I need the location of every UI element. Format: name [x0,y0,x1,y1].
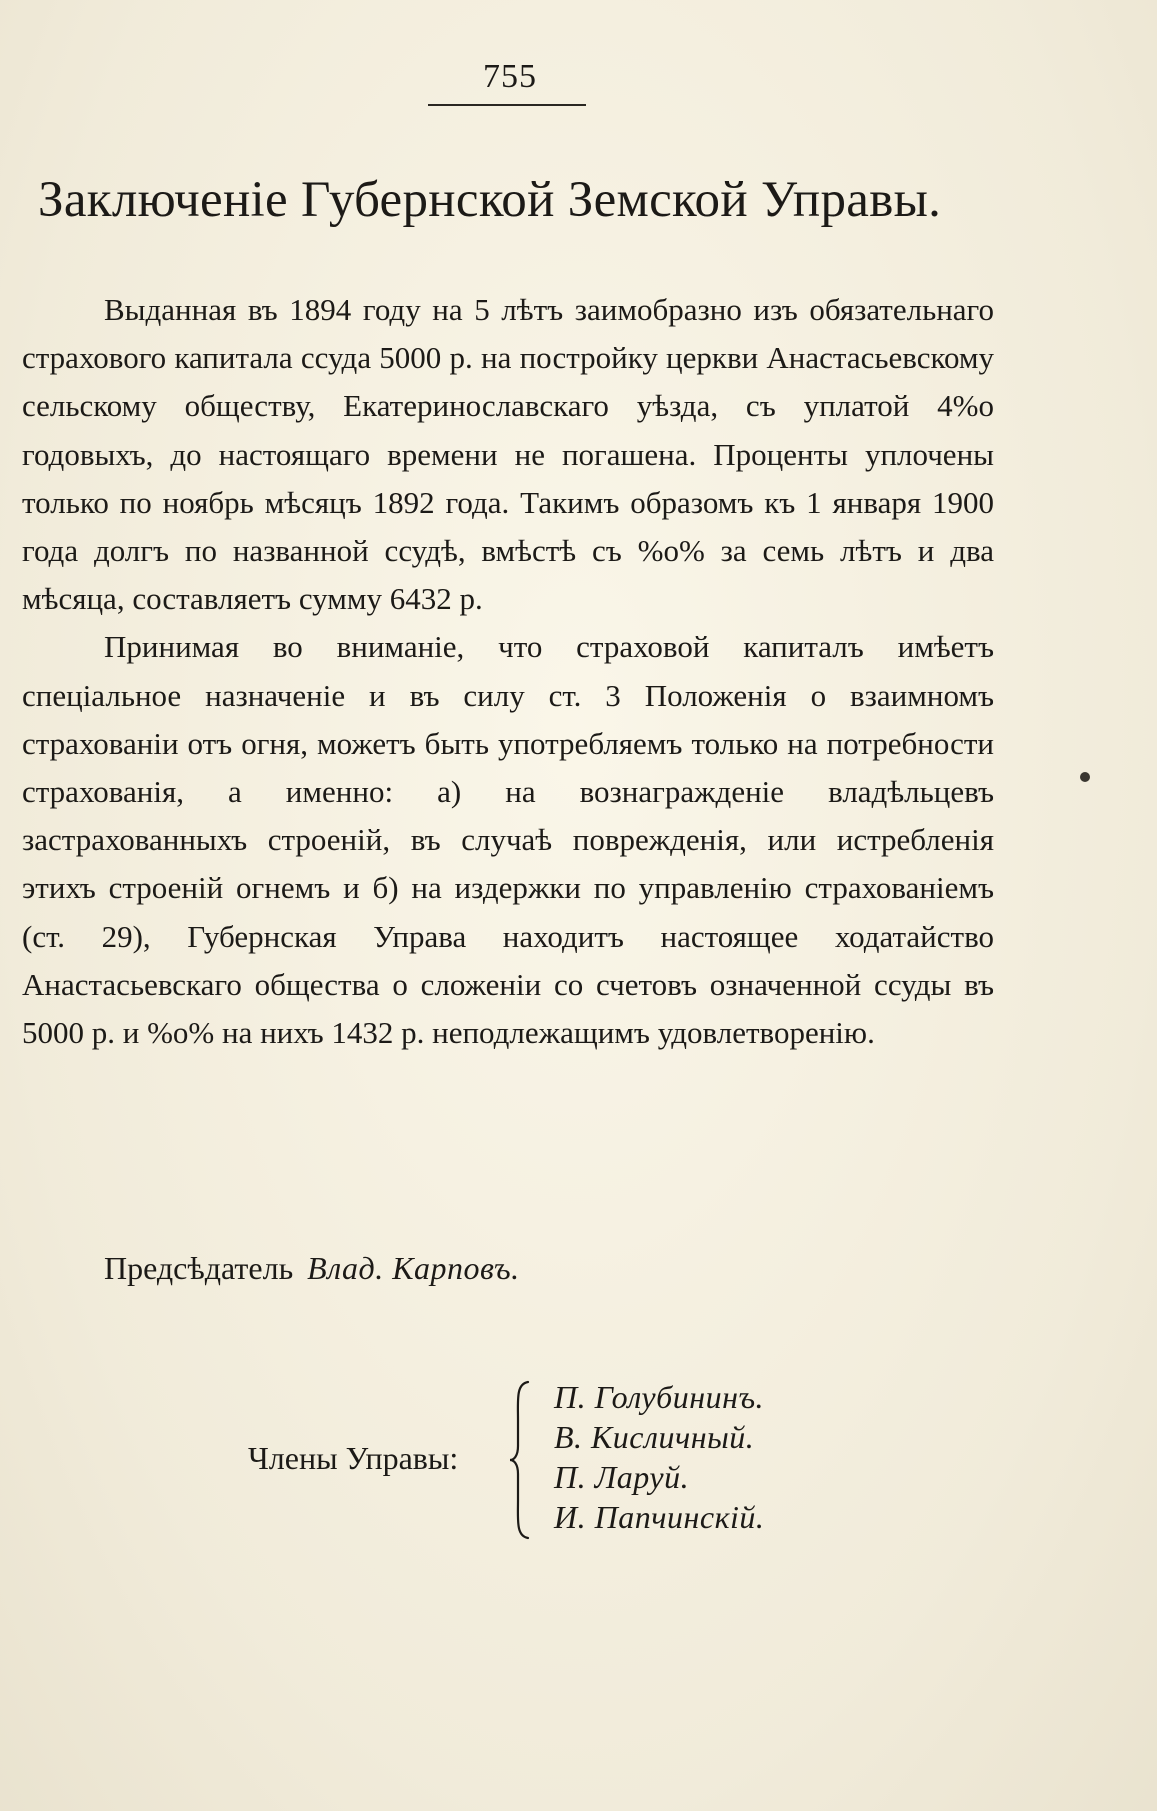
body-text [22,286,994,1057]
chairman-role: Предсѣдатель [104,1250,294,1286]
page-number-rule [428,104,586,106]
paragraph-2: Принимая во вниманiе, что страховой капиталъ имѣетъ спецiальное назначенiе и въ силу ст. 3 Положенiя о взаимномъ страхованiи отъ огня, можетъ быть употребляемъ только на потребности страхованiя, а именно: а) на вознагражденiе владѣльцевъ застрахованныхъ строенiй, въ случаѣ поврежденiя, или истребленiя этихъ строенiй огнемъ и б) на издержки по управленiю страхованiемъ (ст. 29), Губернская Управа находитъ настоящее ходатайство Анастасьевскаго общества о сложенiи со счетовъ означенной ссуды въ 5000 р. и %о% на нихъ 1432 р. неподлежащимъ удовлетворенiю. [22,629,994,1051]
members-label: Члены Управы: [248,1440,459,1476]
chairman-name: Влад. Карповъ. [307,1250,520,1286]
members-list [554,1377,764,1537]
ink-speck [1080,772,1090,782]
page-number: 755 [483,58,537,95]
curly-brace-icon [508,1380,534,1540]
member-name: П. Ларуй. [554,1459,690,1495]
chairman-signature [104,1250,520,1287]
document-title: Заключенiе Губернской Земской Управы. [38,172,942,228]
paragraph-1: Выданная въ 1894 году на 5 лѣтъ заимобразно изъ обязательнаго страхового капитала ссуда 5000 р. на постройку церкви Анастасьевскому сельскому обществу, Екатеринославскаго уѣзда, съ уплатой 4%о годовыхъ, до настоящаго времени не погашена. Проценты уплочены только по ноябрь мѣсяцъ 1892 года. Такимъ образомъ къ 1 января 1900 года долгъ по названной ссудѣ, вмѣстѣ съ %о% за семь лѣтъ и два мѣсяца, составляетъ сумму 6432 р. [22,292,994,617]
member-name: П. Голубининъ. [554,1379,765,1415]
member-name: И. Папчинскiй. [554,1499,765,1535]
member-name: В. Кисличный. [554,1419,755,1455]
